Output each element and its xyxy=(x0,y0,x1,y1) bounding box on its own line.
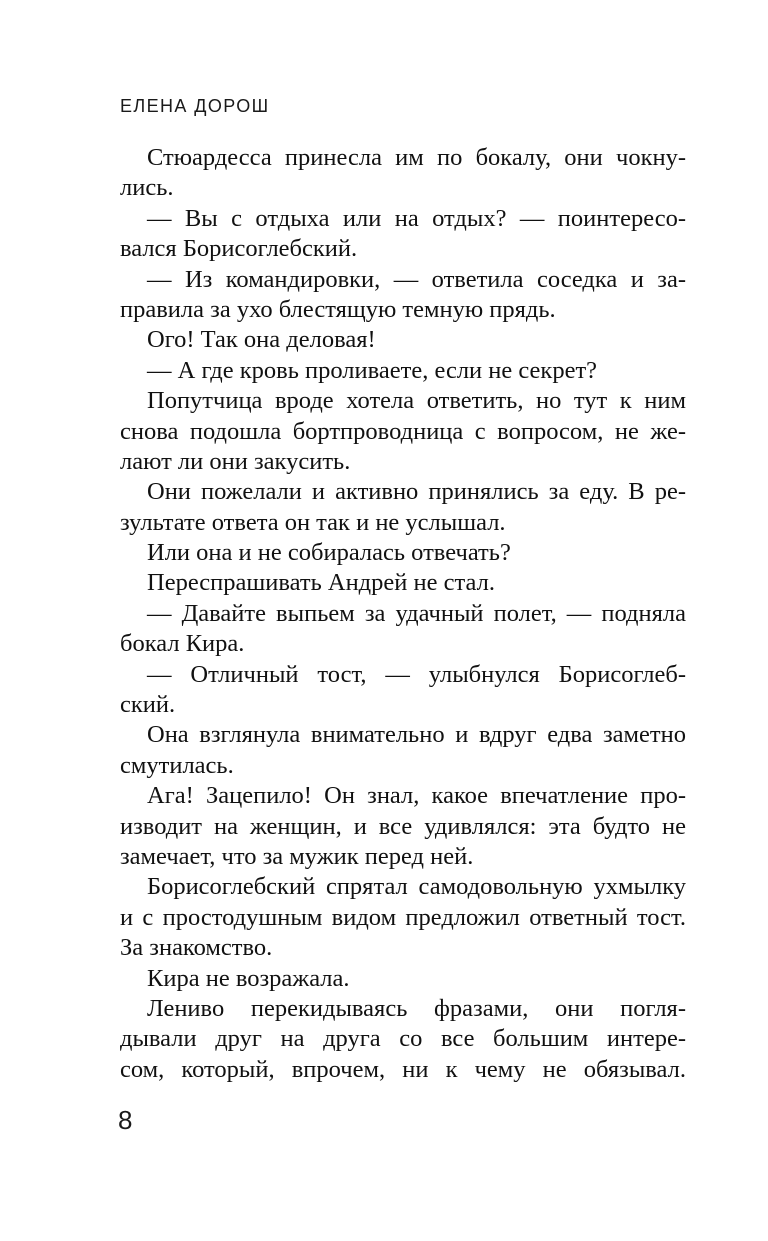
text-line: смутилась. xyxy=(120,751,234,779)
text-line: вался Борисоглебский. xyxy=(120,235,358,263)
text-line: — Из командировки, — ответила соседка и за- xyxy=(147,265,686,293)
text-line: Борисоглебский спрятал самодовольную ухмылку xyxy=(147,873,686,901)
text-line: Или она и не собиралась отвечать? xyxy=(147,539,511,567)
text-line: Стюардесса принесла им по бокалу, они чокну- xyxy=(147,144,686,171)
text-line: Переспрашивать Андрей не стал. xyxy=(147,569,495,597)
text-line: ский. xyxy=(120,691,176,719)
text-line: лись. xyxy=(120,174,174,202)
text-line: — Вы с отдыха или на отдых? — поинтересо- xyxy=(147,204,686,232)
text-line: лают ли они закусить. xyxy=(120,447,351,475)
text-line: изводит на женщин, и все удивлялся: эта будто не xyxy=(120,812,686,840)
text-body xyxy=(120,143,686,1085)
text-line: Они пожелали и активно принялись за еду. В ре- xyxy=(147,478,686,506)
running-head-author: ЕЛЕНА ДОРОШ xyxy=(120,96,270,116)
text-line: — Давайте выпьем за удачный полет, — подняла xyxy=(147,599,686,627)
text-line: дывали друг на друга со все большим интере- xyxy=(120,1025,686,1053)
text-line: Ага! Зацепило! Он знал, какое впечатление про- xyxy=(147,782,686,810)
text-line: — Отличный тост, — улыбнулся Борисоглеб- xyxy=(147,660,686,688)
text-line: и с простодушным видом предложил ответный тост. xyxy=(120,903,686,931)
text-line: Ого! Так она деловая! xyxy=(147,326,376,354)
text-line: бокал Кира. xyxy=(120,630,245,658)
text-line: зультате ответа он так и не услышал. xyxy=(120,508,506,536)
page-number: 8 xyxy=(118,1105,133,1135)
text-line: Попутчица вроде хотела ответить, но тут к ним xyxy=(147,387,686,415)
text-line: правила за ухо блестящую темную прядь. xyxy=(120,295,556,323)
text-line: Она взглянула внимательно и вдруг едва заметно xyxy=(147,721,686,749)
text-line: За знакомство. xyxy=(120,934,273,962)
text-line: снова подошла бортпроводница с вопросом, не же- xyxy=(120,417,686,445)
text-line: замечает, что за мужик перед ней. xyxy=(120,842,474,870)
text-line: Кира не возражала. xyxy=(147,964,350,992)
text-line: сом, который, впрочем, ни к чему не обязывал. xyxy=(120,1055,686,1083)
text-line: Лениво перекидываясь фразами, они погля- xyxy=(147,994,686,1022)
text-line: — А где кровь проливаете, если не секрет? xyxy=(147,356,598,384)
